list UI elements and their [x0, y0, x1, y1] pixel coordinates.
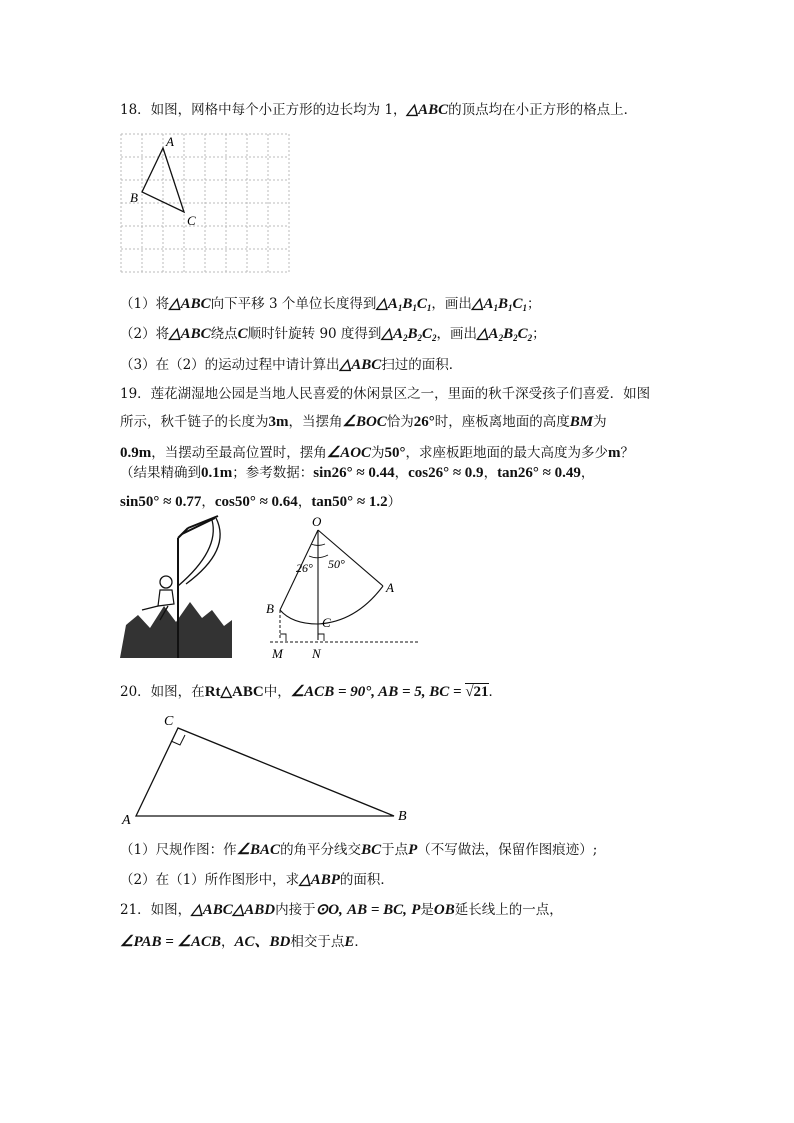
label-m: M	[272, 646, 283, 661]
label-n: N	[312, 646, 321, 661]
q19-line3: 0.9m，当摆动至最高位置时，摆角∠AOC为50°，求座板距地面的最大高度为多少m？	[120, 445, 635, 461]
q18-part2: （2）将△ABC绕点C顺时针旋转 90 度得到$\triangle A_2B_2C_2$，画出$\triangle A_2B_2C_2$；	[120, 326, 546, 343]
swing-illustration	[120, 510, 232, 658]
label-a: A	[122, 813, 131, 828]
label-a: A	[166, 134, 174, 149]
q20-part2: （2）在（1）所作图形中，求△ABP的面积．	[120, 872, 394, 888]
angle-26: 26°	[296, 561, 313, 575]
swing-diagram	[262, 510, 422, 660]
label-c: C	[322, 615, 331, 630]
q20-triangle-figure	[120, 710, 420, 828]
child-head	[160, 576, 172, 588]
q18-part3: （3）在（2）的运动过程中请计算出△ABC扫过的面积．	[120, 357, 463, 373]
q18-part1: （1）将△ABC向下平移 3 个单位长度得到$\triangle A_1B_1C_1$，画出$\triangle A_1B_1C_1$；	[120, 296, 541, 313]
q20-part1: （1）尺规作图：作∠BAC的角平分线交BC于点P（不写做法，保留作图痕迹）;	[120, 842, 598, 858]
angle-50: 50°	[328, 557, 345, 571]
q19-line1: 19．莲花湖湿地公园是当地人民喜爱的休闲景区之一，里面的秋千深受孩子们喜爱．如图	[120, 386, 651, 402]
q19-line5: sin50° ≈ 0.77，cos50° ≈ 0.64，tan50° ≈ 1.2）	[120, 494, 402, 510]
q21-line2: ∠PAB = ∠ACB，AC、BD相交于点E．	[120, 934, 368, 950]
q19-line2: 所示，秋千链子的长度为3m，当摆角∠BOC恰为26°时，座板离地面的高度BM为	[120, 414, 607, 430]
label-a: A	[386, 580, 394, 595]
q20-stem: 20．如图，在Rt△ABC中，∠ACB = 90°, AB = 5, BC = √21．	[120, 684, 503, 700]
label-c: C	[164, 714, 174, 729]
label-b: B	[130, 190, 138, 205]
label-b: B	[266, 601, 274, 616]
q21-line1: 21．如图，△ABC△ABD内接于⊙O, AB = BC, P是OB延长线上的一点，	[120, 902, 563, 918]
q19-line4: （结果精确到0.1m；参考数据：sin26° ≈ 0.44，cos26° ≈ 0.9，tan26° ≈ 0.49，	[120, 465, 595, 481]
label-o: O	[312, 514, 322, 529]
label-c: C	[187, 213, 196, 228]
q18-grid-figure	[121, 134, 291, 274]
q18-stem: 18．如图，网格中每个小正方形的边长均为 1，△ABC的顶点均在小正方形的格点上．	[120, 102, 638, 118]
label-b: B	[398, 809, 407, 824]
